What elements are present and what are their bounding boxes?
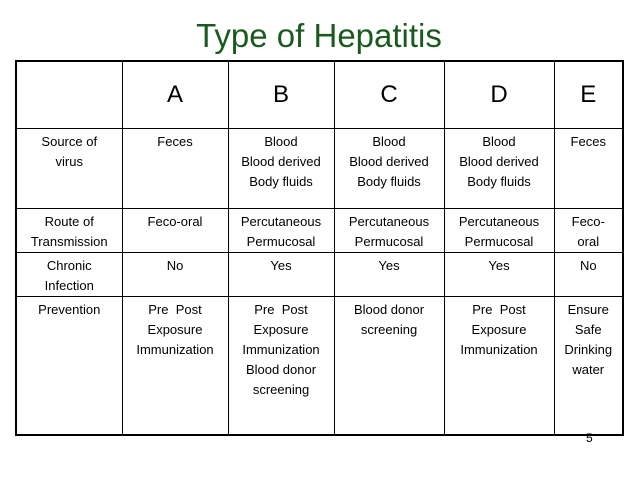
cell-line: Ensure bbox=[567, 301, 609, 317]
slide-title: Type of Hepatitis bbox=[196, 17, 442, 54]
row-label-route bbox=[16, 208, 122, 252]
cell-line: Exposure bbox=[471, 321, 527, 337]
cell-line: oral bbox=[577, 233, 600, 249]
header-type-d: D bbox=[444, 61, 554, 128]
cell-line: Feco- bbox=[571, 213, 605, 229]
cell-line: No bbox=[166, 257, 184, 273]
table-row-prevention bbox=[16, 296, 623, 435]
cell-route-b bbox=[228, 208, 334, 252]
cell-chronic-b bbox=[228, 252, 334, 296]
cell-chronic-d bbox=[444, 252, 554, 296]
cell-route-c bbox=[334, 208, 444, 252]
cell-line: Feces bbox=[157, 133, 193, 149]
cell-prevention-a bbox=[122, 296, 228, 435]
cell-line: Exposure bbox=[253, 321, 309, 337]
row-label-chronic bbox=[16, 252, 122, 296]
cell-line: Yes bbox=[270, 257, 292, 273]
cell-line: Body fluids bbox=[357, 173, 421, 189]
cell-source-e bbox=[554, 128, 623, 208]
cell-route-d bbox=[444, 208, 554, 252]
cell-line: screening bbox=[252, 381, 310, 397]
cell-line: Blood bbox=[482, 133, 516, 149]
cell-route-a bbox=[122, 208, 228, 252]
cell-line: Chronic bbox=[46, 257, 92, 273]
cell-line: Permucosal bbox=[464, 233, 534, 249]
cell-line: Body fluids bbox=[467, 173, 531, 189]
cell-line: Yes bbox=[488, 257, 510, 273]
page-number: 5 bbox=[586, 431, 593, 445]
cell-line: Permucosal bbox=[246, 233, 316, 249]
cell-line: Percutaneous bbox=[458, 213, 540, 229]
cell-line: No bbox=[579, 257, 597, 273]
cell-line: Exposure bbox=[147, 321, 203, 337]
cell-chronic-c bbox=[334, 252, 444, 296]
cell-line: Route of bbox=[44, 213, 94, 229]
table-row-route bbox=[16, 208, 623, 252]
cell-line: Blood bbox=[264, 133, 298, 149]
header-row bbox=[16, 61, 623, 128]
cell-line: Feces bbox=[570, 133, 606, 149]
cell-line: Pre Post bbox=[148, 301, 202, 317]
cell-line: Immunization bbox=[460, 341, 538, 357]
cell-line: Blood derived bbox=[459, 153, 539, 169]
cell-source-b bbox=[228, 128, 334, 208]
hepatitis-comparison-table bbox=[15, 60, 624, 436]
cell-source-a bbox=[122, 128, 228, 208]
cell-line: Body fluids bbox=[249, 173, 313, 189]
cell-line: Blood donor bbox=[245, 361, 317, 377]
cell-line: Pre Post bbox=[254, 301, 308, 317]
cell-line: Immunization bbox=[242, 341, 320, 357]
header-type-e: E bbox=[554, 61, 623, 128]
cell-route-e bbox=[554, 208, 623, 252]
cell-source-d bbox=[444, 128, 554, 208]
cell-line: screening bbox=[360, 321, 418, 337]
cell-line: Blood donor bbox=[353, 301, 425, 317]
table-row-chronic bbox=[16, 252, 623, 296]
header-type-c: C bbox=[334, 61, 444, 128]
cell-line: Feco-oral bbox=[147, 213, 203, 229]
cell-line: Drinking bbox=[564, 341, 613, 357]
cell-prevention-b bbox=[228, 296, 334, 435]
cell-chronic-a bbox=[122, 252, 228, 296]
cell-line: water bbox=[572, 361, 605, 377]
cell-line: Percutaneous bbox=[348, 213, 430, 229]
header-type-b: B bbox=[228, 61, 334, 128]
cell-line: Blood bbox=[372, 133, 406, 149]
header-type-a: A bbox=[122, 61, 228, 128]
row-label-source bbox=[16, 128, 122, 208]
cell-line: Blood derived bbox=[349, 153, 429, 169]
cell-line: Yes bbox=[378, 257, 400, 273]
cell-prevention-d bbox=[444, 296, 554, 435]
cell-source-c bbox=[334, 128, 444, 208]
cell-line: Pre Post bbox=[472, 301, 526, 317]
cell-line: virus bbox=[55, 153, 83, 169]
table-row-source bbox=[16, 128, 623, 208]
cell-line: Infection bbox=[44, 277, 94, 293]
cell-prevention-e bbox=[554, 296, 623, 435]
cell-line: Percutaneous bbox=[240, 213, 322, 229]
cell-line: Prevention bbox=[38, 301, 101, 317]
cell-chronic-e bbox=[554, 252, 623, 296]
corner-cell bbox=[16, 61, 122, 128]
cell-prevention-c bbox=[334, 296, 444, 435]
row-label-prevention bbox=[16, 296, 122, 435]
cell-line: Source of bbox=[41, 133, 98, 149]
cell-line: Transmission bbox=[30, 233, 108, 249]
cell-line: Immunization bbox=[136, 341, 214, 357]
cell-line: Permucosal bbox=[354, 233, 424, 249]
cell-line: Blood derived bbox=[241, 153, 321, 169]
cell-line: Safe bbox=[574, 321, 602, 337]
